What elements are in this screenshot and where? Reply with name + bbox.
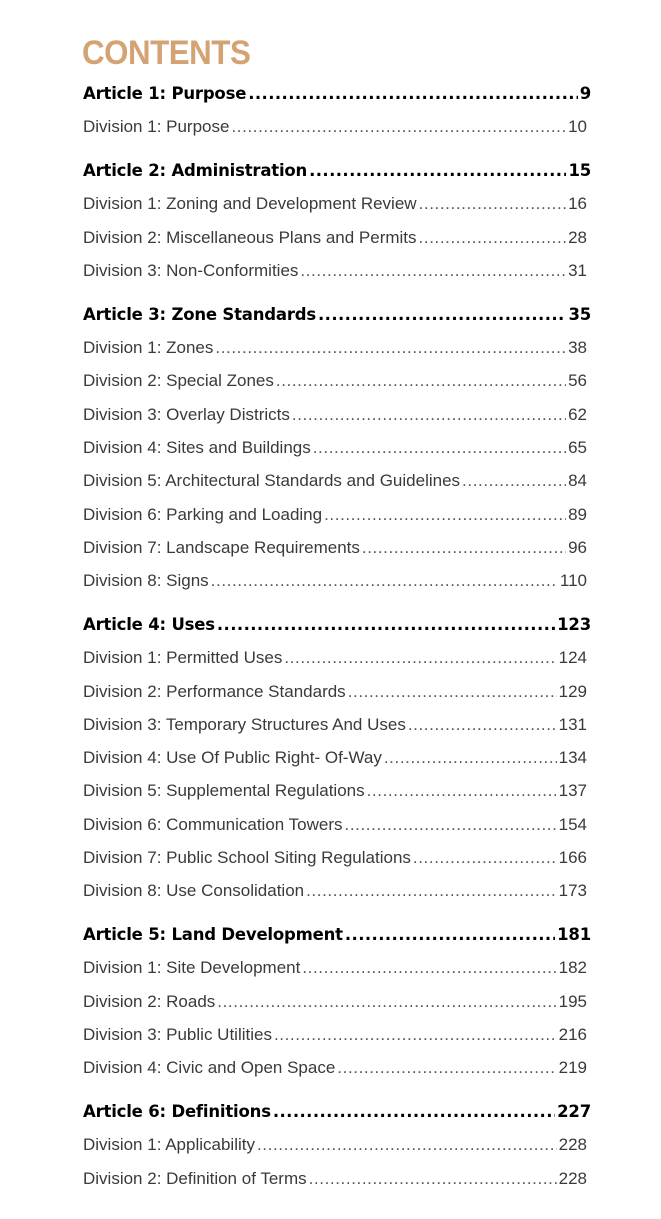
division-page-number: 65 [568, 437, 587, 457]
division-page-number: 195 [558, 991, 587, 1011]
dot-leader [337, 1051, 556, 1084]
article-page-number: 227 [557, 1102, 591, 1122]
division-page-number: 84 [568, 471, 587, 491]
section-gap [83, 287, 591, 298]
division-page-number: 137 [558, 781, 587, 801]
dot-leader [284, 641, 556, 674]
article-page-number: 9 [579, 84, 591, 103]
table-of-contents [83, 77, 591, 1195]
division-page-number: 89 [568, 504, 587, 524]
dot-leader [348, 675, 557, 708]
toc-division[interactable] [83, 874, 591, 907]
division-page-number: 228 [558, 1135, 587, 1155]
dot-leader [306, 874, 557, 907]
toc-division[interactable] [83, 364, 591, 397]
dot-leader [276, 364, 566, 397]
dot-leader [257, 1128, 557, 1161]
division-label: Division 4: Use Of Public Right- Of-Way [83, 748, 382, 768]
article-label: Article 2: Administration [83, 161, 308, 181]
division-label: Division 1: Zoning and Development Review [83, 194, 417, 214]
dot-leader [292, 398, 566, 431]
division-page-number: 129 [558, 681, 587, 701]
toc-division[interactable] [83, 1128, 591, 1161]
division-label: Division 3: Overlay Districts [83, 404, 290, 424]
dot-leader [302, 951, 556, 984]
division-page-number: 56 [568, 371, 587, 391]
section-gap [83, 908, 591, 919]
dot-leader [318, 298, 566, 331]
division-page-number: 131 [558, 714, 587, 734]
division-label: Division 2: Definition of Terms [83, 1168, 307, 1188]
division-label: Division 2: Roads [83, 991, 216, 1011]
article-page-number: 123 [557, 614, 591, 634]
dot-leader [309, 1162, 557, 1195]
dot-leader [324, 498, 566, 531]
division-page-number: 96 [568, 537, 587, 557]
division-page-number: 124 [558, 648, 587, 668]
toc-article-2[interactable] [83, 154, 591, 187]
division-page-number: 62 [568, 404, 587, 424]
toc-division[interactable] [83, 841, 591, 874]
toc-division[interactable] [83, 985, 591, 1018]
toc-article-6[interactable] [83, 1095, 591, 1128]
division-page-number: 216 [558, 1025, 587, 1045]
toc-division[interactable] [83, 1162, 591, 1195]
division-label: Division 5: Architectural Standards and Guidelines [83, 471, 461, 491]
division-page-number: 134 [558, 748, 587, 768]
dot-leader [231, 110, 566, 143]
dot-leader [248, 77, 578, 110]
article-label: Article 4: Uses [83, 614, 215, 634]
division-label: Division 3: Non-Conformities [83, 260, 299, 280]
toc-division[interactable] [83, 398, 591, 431]
division-page-number: 166 [558, 848, 587, 868]
division-label: Division 7: Public School Siting Regulations [83, 848, 411, 868]
dot-leader [217, 608, 555, 641]
toc-division[interactable] [83, 951, 591, 984]
toc-division[interactable] [83, 741, 591, 774]
dot-leader [462, 464, 566, 497]
dot-leader [274, 1018, 557, 1051]
division-label: Division 8: Use Consolidation [83, 881, 305, 901]
toc-division[interactable] [83, 431, 591, 464]
dot-leader [413, 841, 557, 874]
article-label: Article 1: Purpose [83, 84, 247, 103]
division-page-number: 10 [568, 117, 587, 137]
division-label: Division 2: Performance Standards [83, 681, 346, 701]
dot-leader [211, 564, 558, 597]
page-title: CONTENTS [82, 34, 251, 72]
toc-division[interactable] [83, 498, 591, 531]
toc-division[interactable] [83, 221, 591, 254]
toc-division[interactable] [83, 1018, 591, 1051]
section-gap [83, 144, 591, 155]
dot-leader [300, 254, 566, 287]
dot-leader [215, 331, 566, 364]
division-label: Division 1: Applicability [83, 1135, 255, 1155]
dot-leader [217, 985, 556, 1018]
toc-division[interactable] [83, 808, 591, 841]
dot-leader [345, 918, 555, 951]
article-label: Article 6: Definitions [83, 1102, 271, 1122]
toc-division[interactable] [83, 675, 591, 708]
division-label: Division 7: Landscape Requirements [83, 537, 360, 557]
division-page-number: 154 [558, 814, 587, 834]
division-page-number: 16 [568, 194, 587, 214]
division-label: Division 2: Miscellaneous Plans and Permits [83, 227, 417, 247]
division-label: Division 1: Permitted Uses [83, 648, 283, 668]
dot-leader [309, 154, 566, 187]
toc-division[interactable] [83, 1051, 591, 1084]
article-label: Article 5: Land Development [83, 925, 343, 945]
division-label: Division 6: Communication Towers [83, 814, 343, 834]
division-page-number: 228 [558, 1168, 587, 1188]
toc-division[interactable] [83, 464, 591, 497]
dot-leader [419, 187, 567, 220]
toc-article-4[interactable] [83, 608, 591, 641]
division-label: Division 6: Parking and Loading [83, 504, 323, 524]
toc-division[interactable] [83, 708, 591, 741]
division-label: Division 3: Public Utilities [83, 1025, 272, 1045]
division-label: Division 1: Purpose [83, 117, 230, 137]
division-label: Division 1: Zones [83, 338, 214, 358]
toc-article-1[interactable] [83, 77, 591, 110]
toc-division[interactable] [83, 641, 591, 674]
division-label: Division 4: Civic and Open Space [83, 1058, 336, 1078]
division-label: Division 2: Special Zones [83, 371, 274, 391]
toc-division[interactable] [83, 564, 591, 597]
division-page-number: 219 [558, 1058, 587, 1078]
division-page-number: 38 [568, 338, 587, 358]
toc-division[interactable] [83, 331, 591, 364]
dot-leader [408, 708, 557, 741]
article-page-number: 35 [568, 304, 591, 324]
section-gap [83, 1085, 591, 1096]
toc-division[interactable] [83, 531, 591, 564]
division-label: Division 1: Site Development [83, 958, 301, 978]
article-label: Article 3: Zone Standards [83, 304, 316, 324]
toc-article-5[interactable] [83, 918, 591, 951]
section-gap [83, 597, 591, 608]
division-page-number: 173 [558, 881, 587, 901]
article-page-number: 181 [557, 925, 591, 945]
dot-leader [313, 431, 566, 464]
division-page-number: 28 [568, 227, 587, 247]
dot-leader [362, 531, 566, 564]
division-label: Division 8: Signs [83, 571, 209, 591]
toc-division[interactable] [83, 110, 591, 143]
dot-leader [273, 1095, 555, 1128]
toc-division[interactable] [83, 774, 591, 807]
division-page-number: 182 [558, 958, 587, 978]
toc-division[interactable] [83, 254, 591, 287]
dot-leader [367, 774, 557, 807]
division-page-number: 110 [559, 571, 587, 591]
division-label: Division 3: Temporary Structures And Uses [83, 714, 406, 734]
dot-leader [384, 741, 557, 774]
dot-leader [419, 221, 567, 254]
article-page-number: 15 [568, 161, 591, 181]
division-label: Division 4: Sites and Buildings [83, 437, 311, 457]
toc-division[interactable] [83, 187, 591, 220]
dot-leader [345, 808, 557, 841]
division-page-number: 31 [568, 260, 587, 280]
division-label: Division 5: Supplemental Regulations [83, 781, 365, 801]
toc-article-3[interactable] [83, 298, 591, 331]
